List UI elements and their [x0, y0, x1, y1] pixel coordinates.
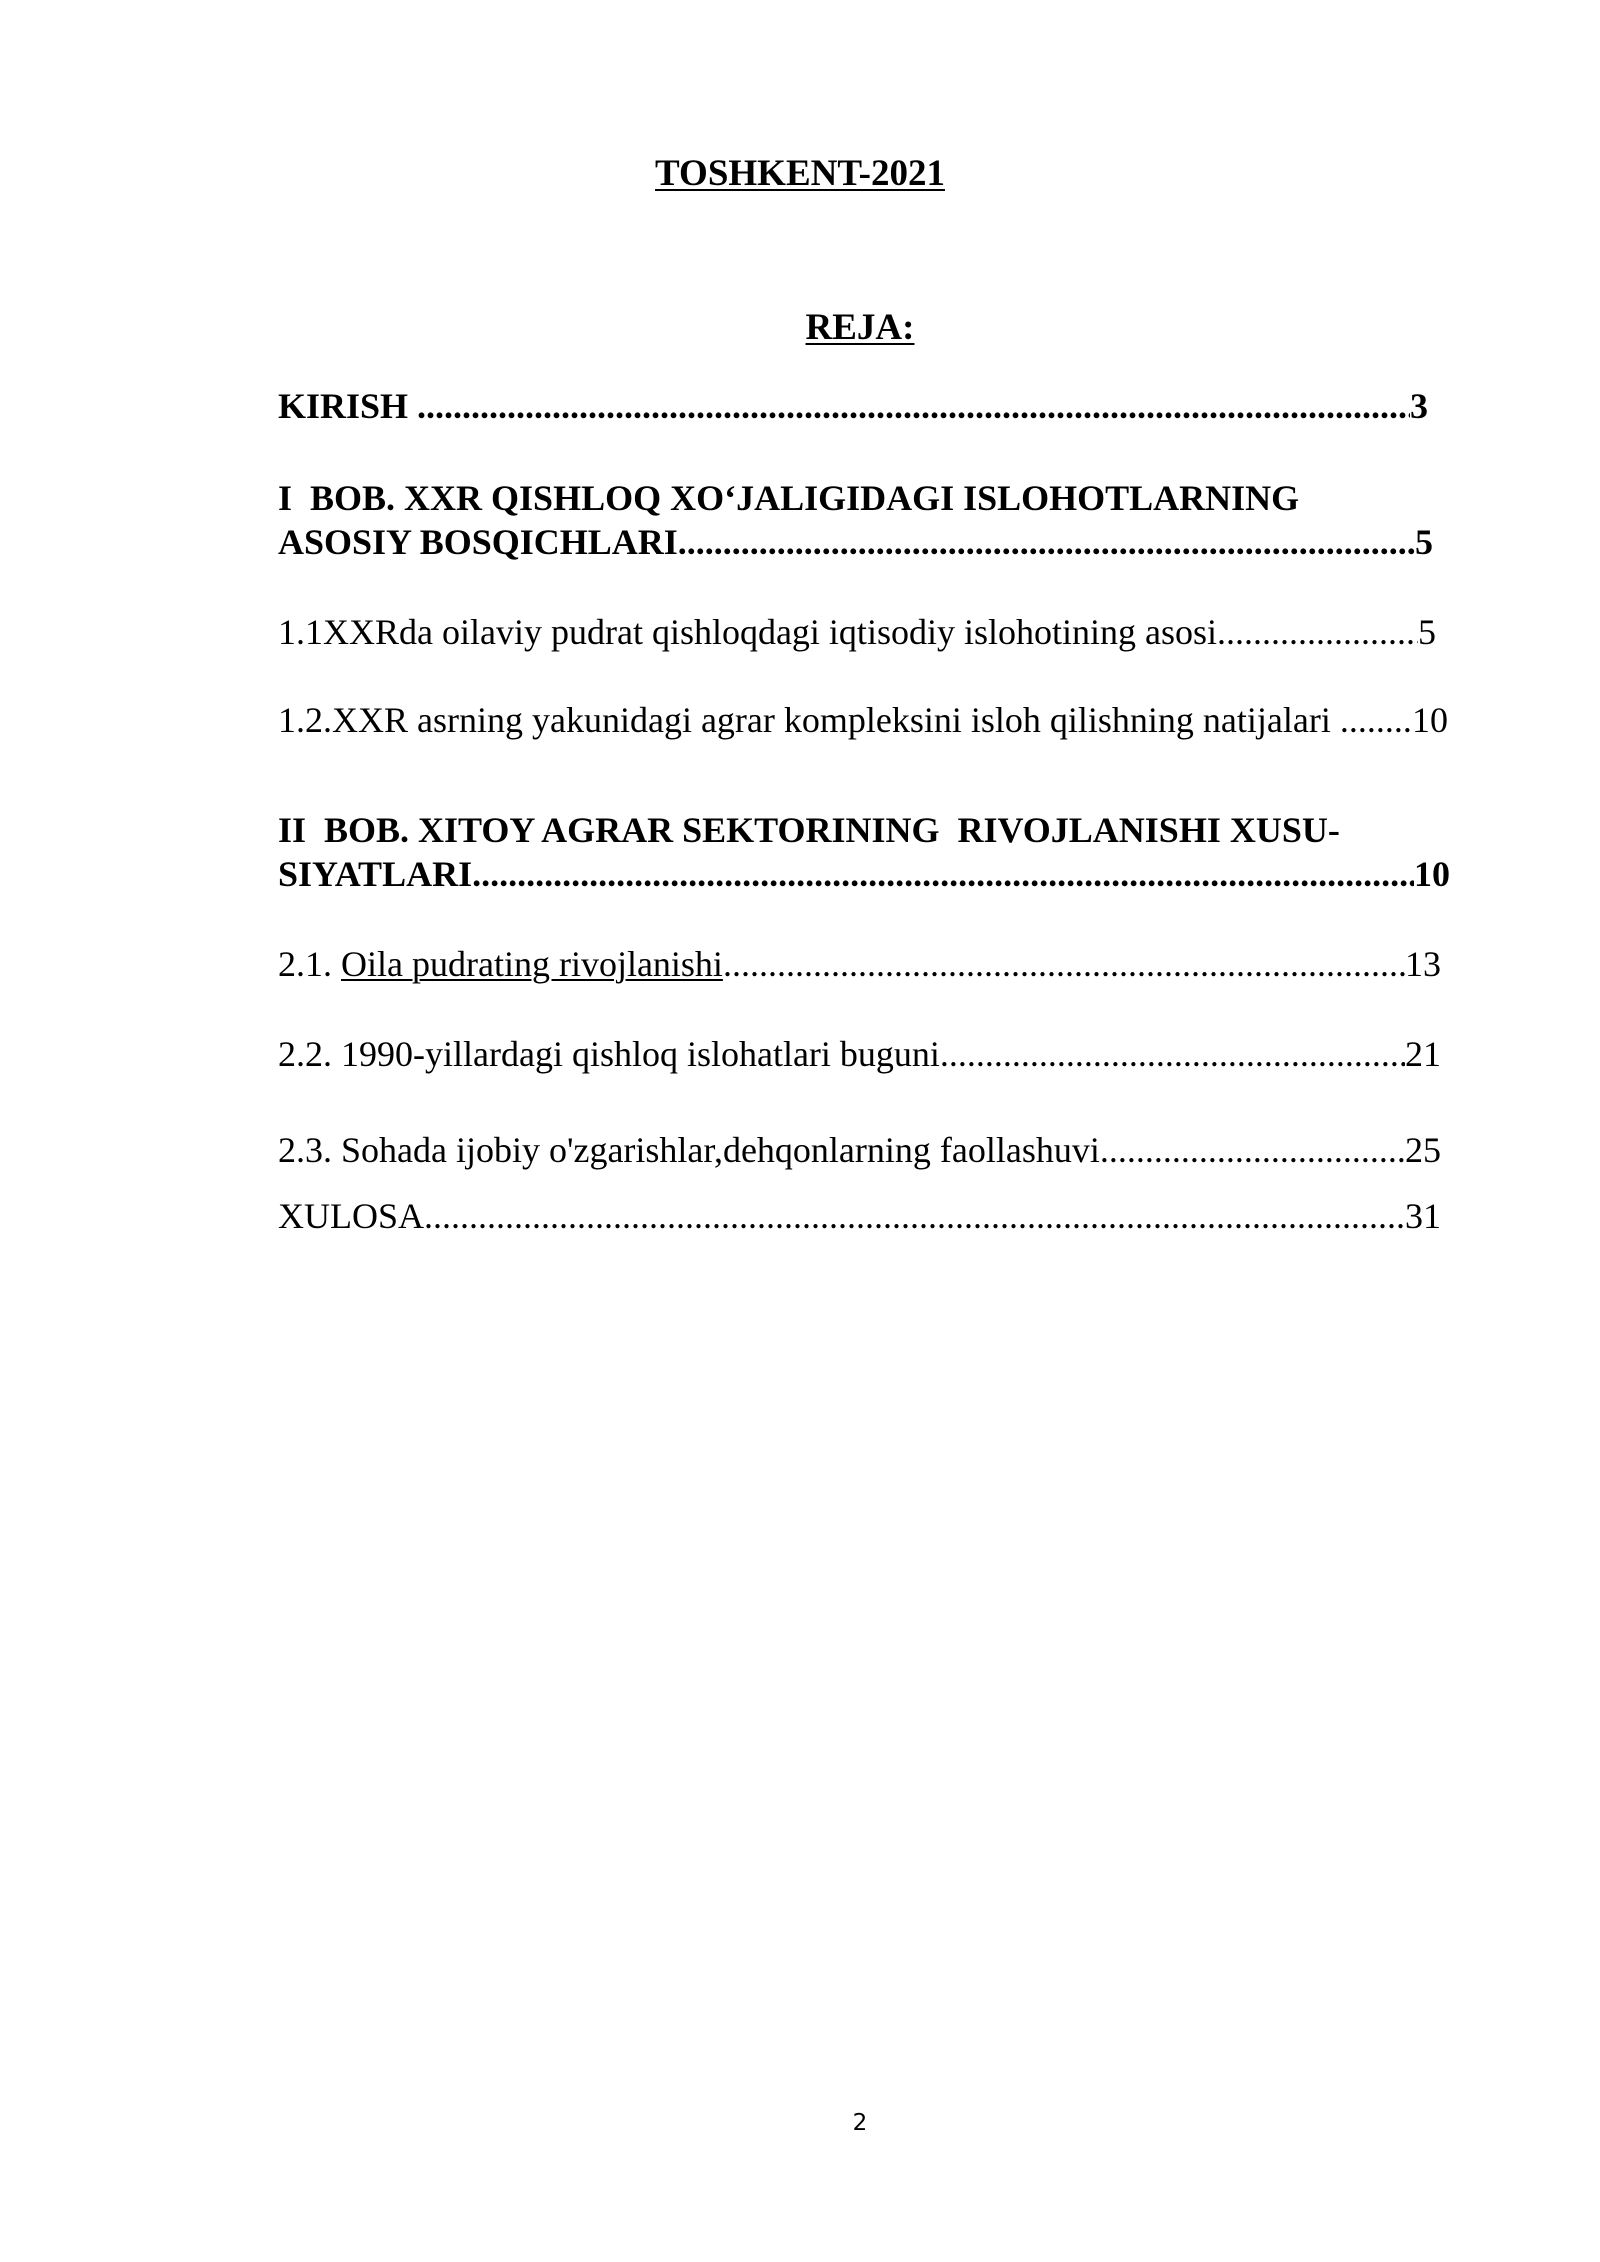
toc-entry-section-2-2[interactable]	[278, 1032, 1441, 1076]
toc-entry-title: XULOSA	[278, 1196, 425, 1236]
toc-entry-title: 2.3. Sohada ijobiy o'zgarishlar,dehqonlarning faollashuvi	[278, 1130, 1100, 1170]
toc-entry-number: 2.1.	[278, 944, 341, 984]
toc-entry-title-line2: ASOSIY BOSQICHLARI	[278, 522, 678, 562]
toc-page-number: 13	[1405, 944, 1441, 984]
toc-leader-dots	[1217, 610, 1418, 654]
toc-page-number: 5	[1415, 522, 1433, 562]
toc-page-number: 5	[1418, 612, 1436, 652]
toc-entry-title-line1: II BOB. XITOY AGRAR SEKTORINING RIVOJLANISHI XUSU-	[278, 810, 1340, 850]
toc-entry-section-1-2[interactable]	[278, 698, 1448, 742]
toc-entry-kirish[interactable]	[278, 384, 1428, 428]
toc-entry-title-line2: SIYATLARI	[278, 854, 473, 894]
toc-page-number: 3	[1410, 386, 1428, 426]
plan-heading: REJA:	[805, 307, 915, 348]
toc-leader-dots	[1340, 698, 1412, 742]
toc-leader-dots	[417, 384, 1410, 428]
toc-entry-chapter-1[interactable]	[278, 476, 1433, 564]
toc-entry-chapter-2[interactable]	[278, 808, 1450, 896]
toc-entry-link-title[interactable]: Oila pudrating rivojlanishi	[341, 944, 723, 984]
toc-page-number: 21	[1405, 1034, 1441, 1074]
toc-entry-section-1-1[interactable]	[278, 610, 1436, 654]
toc-entry-section-2-1[interactable]	[278, 942, 1441, 986]
toc-entry-title: 1.1XXRda oilaviy pudrat qishloqdagi iqtisodiy islohotining asosi	[278, 612, 1217, 652]
toc-page-number: 25	[1405, 1130, 1441, 1170]
toc-entry-title: 2.2. 1990-yillardagi qishloq islohatlari buguni	[278, 1034, 940, 1074]
toc-entry-title-line1: I BOB. XXR QISHLOQ XO‘JALIGIDAGI ISLOHOTLARNING	[278, 478, 1300, 518]
toc-entry-title: 1.2.XXR asrning yakunidagi agrar kompleksini isloh qilishning natijalari	[278, 700, 1340, 740]
toc-leader-dots	[424, 1194, 1405, 1238]
toc-entry-title: KIRISH	[278, 386, 418, 426]
toc-leader-dots	[678, 520, 1415, 564]
city-year-title: TOSHKENT-2021	[655, 153, 945, 194]
toc-leader-dots	[1100, 1128, 1405, 1172]
toc-leader-dots	[940, 1032, 1405, 1076]
toc-entry-conclusion[interactable]	[278, 1194, 1441, 1238]
toc-entry-section-2-3[interactable]	[278, 1128, 1441, 1172]
toc-leader-dots	[472, 852, 1414, 896]
toc-page-number: 10	[1412, 700, 1448, 740]
toc-page-number: 10	[1414, 854, 1450, 894]
toc-page-number: 31	[1405, 1196, 1441, 1236]
toc-leader-dots	[723, 942, 1405, 986]
page-number: 2	[852, 2110, 868, 2136]
